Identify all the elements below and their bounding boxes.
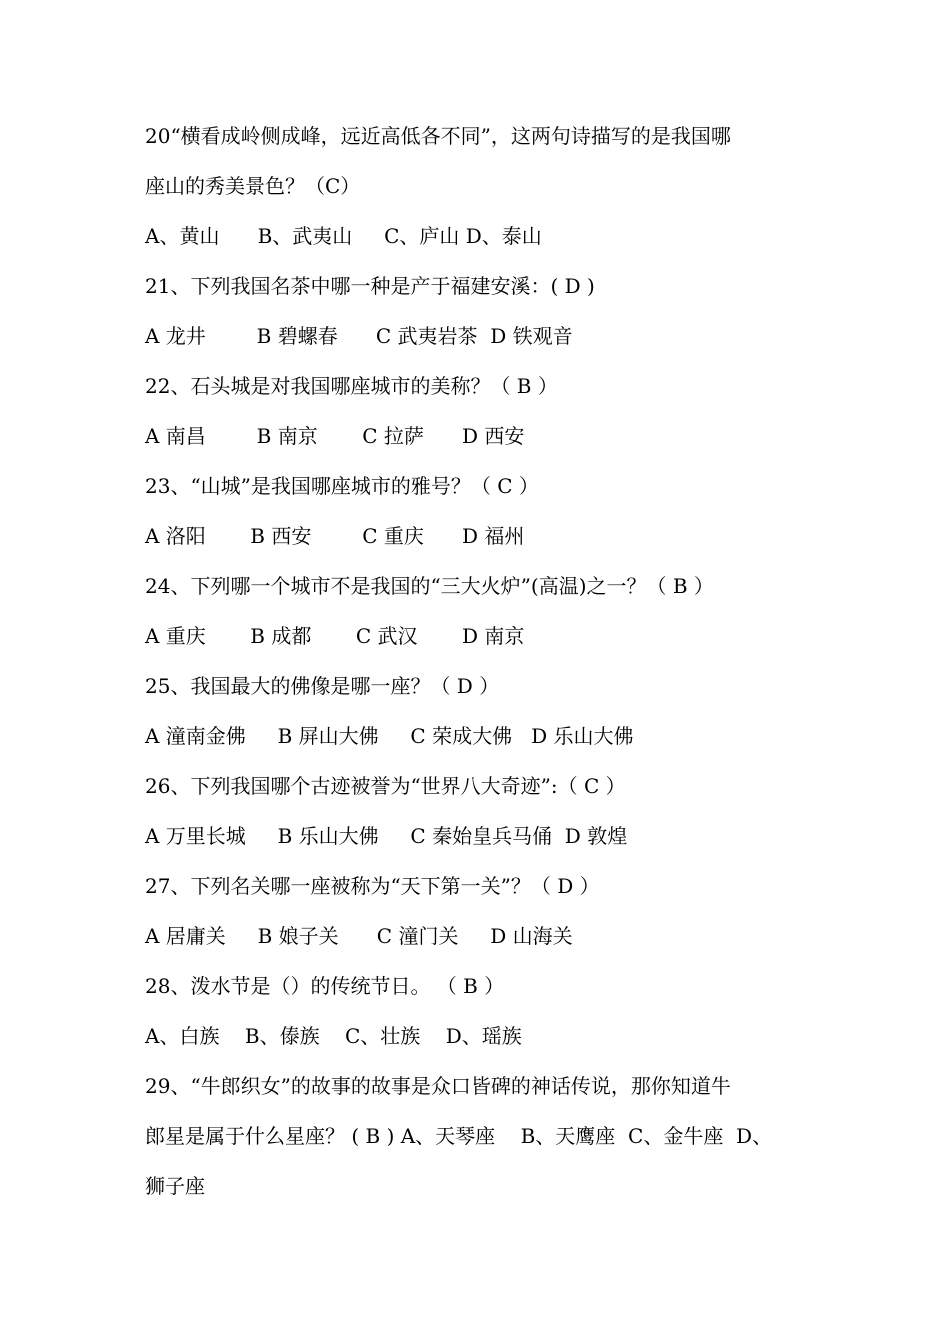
- question-24: 24、下列哪一个城市不是我国的“三大火炉”(高温)之一？（ B ）: [145, 574, 714, 598]
- question-20-line-2: 座山的秀美景色？（C）: [145, 174, 361, 198]
- question-28: 28、泼水节是（）的传统节日。 （ B ）: [145, 974, 505, 998]
- question-29-line-2: 郎星是属于什么星座？ ( B ) A、天琴座 B、天鹰座 C、金牛座 D、: [145, 1124, 773, 1148]
- question-26: 26、下列我国哪个古迹被誉为“世界八大奇迹”:（ C ）: [145, 774, 626, 798]
- question-20-options: A、黄山 B、武夷山 C、庐山 D、泰山: [145, 224, 542, 248]
- question-24-options: A 重庆 B 成都 C 武汉 D 南京: [145, 624, 525, 648]
- question-23: 23、“山城”是我国哪座城市的雅号？（ C ）: [145, 474, 539, 498]
- question-25-options: A 潼南金佛 B 屏山大佛 C 荣成大佛 D 乐山大佛: [145, 724, 634, 748]
- question-23-options: A 洛阳 B 西安 C 重庆 D 福州: [145, 524, 525, 548]
- question-26-options: A 万里长城 B 乐山大佛 C 秦始皇兵马俑 D 敦煌: [145, 824, 628, 848]
- question-29-line-1: 29、“牛郎织女”的故事的故事是众口皆碑的神话传说，那你知道牛: [145, 1074, 731, 1098]
- question-20-line-1: 20“横看成岭侧成峰，远近高低各不同”，这两句诗描写的是我国哪: [145, 124, 731, 148]
- question-22: 22、石头城是对我国哪座城市的美称？（ B ）: [145, 374, 558, 398]
- question-22-options: A 南昌 B 南京 C 拉萨 D 西安: [145, 424, 525, 448]
- question-27-options: A 居庸关 B 娘子关 C 潼门关 D 山海关: [145, 924, 573, 948]
- question-29-line-3: 狮子座: [145, 1174, 205, 1198]
- question-25: 25、我国最大的佛像是哪一座？（ D ）: [145, 674, 500, 698]
- document-body: [145, 111, 815, 1211]
- question-21-options: A 龙井 B 碧螺春 C 武夷岩茶 D 铁观音: [145, 324, 573, 348]
- question-27: 27、下列名关哪一座被称为“天下第一关”？（ D ）: [145, 874, 600, 898]
- question-21: 21、下列我国名茶中哪一种是产于福建安溪：( D ): [145, 274, 595, 298]
- question-28-options: A、白族 B、傣族 C、壮族 D、瑶族: [145, 1024, 522, 1048]
